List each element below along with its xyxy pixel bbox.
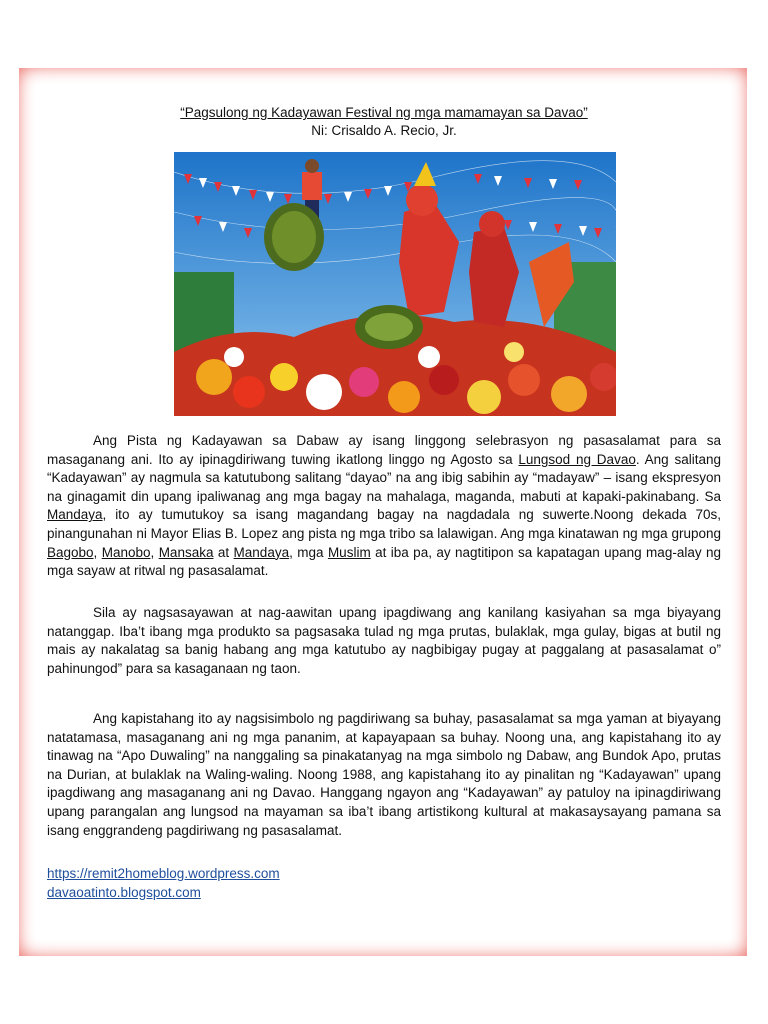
title-author: Ni: Crisaldo A. Recio, Jr. (311, 123, 457, 138)
festival-photo (174, 152, 616, 416)
paragraph-2-text: Sila ay nagsasayawan at nag-aawitan upang ipagdiwang ang kanilang kasiyahan sa mga biyayang natanggap. Iba’t ibang mga produkto sa pagsasaka tulad ng mga prutas, bulaklak, mga gulay, bigas at butil ng mais ay nakalatag sa banig habang ang mga katutubo ay nagbibigay pugay at paggalang at pasasalamat o” pahinungod” para sa kasaganaan ng taon. (47, 605, 721, 676)
paragraph-3 (47, 710, 721, 840)
paragraph-1-text-2: . Ang salitang “Kadayawan” ay nagmula sa katutubong salitang “dayao” na ang ibig sabihin ay “madayaw” – isang ekspresyon na ginagamit din upang ipaliwanag ang mga bagay na mahalaga, maganda, mabuti at kapaki-pakinabang. Sa (47, 451, 722, 504)
title-main: “Pagsulong ng Kadayawan Festival ng mga mamamayan sa Davao” (180, 105, 588, 120)
source-links (47, 865, 280, 902)
paragraph-1-text-1: Ang Pista ng Kadayawan sa Dabaw ay isang linggong selebrasyon ng pasasalamat para sa masaganang ani. Ito ay ipinagdiriwang tuwing ikatlong linggo ng Agosto sa (47, 433, 721, 467)
link-mandaya[interactable]: Mandaya (47, 507, 103, 523)
source-link-davaoatinto[interactable]: davaoatinto.blogspot.com (47, 884, 201, 900)
separator-4: , mga (289, 544, 328, 560)
separator-3: at (213, 544, 234, 560)
link-bagobo[interactable]: Bagobo (47, 544, 94, 560)
festival-float-illustration (174, 152, 616, 416)
source-link-remit2home[interactable]: https://remit2homeblog.wordpress.com (47, 866, 280, 881)
paragraph-1-text-3: , ito ay tumutukoy sa isang magandang bagay na nagdadala ng suwerte.Noong dekada 70s, pinangunahan ni Mayor Elias B. Lopez ang pista ng mga tribo sa lalawigan. Ang mga kinatawan ng mga grupong (47, 507, 721, 541)
link-mandaya-2[interactable]: Mandaya (233, 544, 290, 560)
link-lungsod-ng-davao[interactable]: Lungsod ng Davao (518, 451, 636, 467)
paragraph-1 (47, 432, 721, 581)
link-muslim[interactable]: Muslim (327, 544, 371, 560)
document-title (0, 104, 768, 140)
paragraph-3-text: Ang kapistahang ito ay nagsisimbolo ng pagdiriwang sa buhay, pasasalamat sa mga yaman at biyayang natatamasa, masaganang ani ng mga pananim, at kapayapaan sa buhay. Noong una, ang kapistahang ito ay tinawag na “Apo Duwaling” na nanggaling sa pinakatanyag na mga simbolo ng Dabaw, ang Bundok Apo, prutas na Durian, at bulaklak na Waling-waling. Noong 1988, ang kapistahang ito ay pinalitan ng “Kadayawan” upang ipagdiwang ang masaganang ani ng Davao. Hanggang ngayon ang “Kadayawan” ay patuloy na ipinagdiriwang upang parangalan ang lungsod na mayaman sa iba’t ibang artistikong kultural at makasaysayang pamana sa isang enggrandeng pagdiriwang ng pasasalamat. (47, 711, 721, 838)
paragraph-2 (47, 604, 721, 678)
separator-2: , (150, 544, 159, 560)
link-manobo[interactable]: Manobo (101, 544, 151, 560)
separator-1: , (93, 544, 102, 560)
link-mansaka[interactable]: Mansaka (158, 544, 214, 560)
paragraph-1-text-4: at iba pa, ay nagtitipon sa kapatagan upang mag-alay ng mga sayaw at ritwal ng pasasalamat. (47, 544, 722, 579)
